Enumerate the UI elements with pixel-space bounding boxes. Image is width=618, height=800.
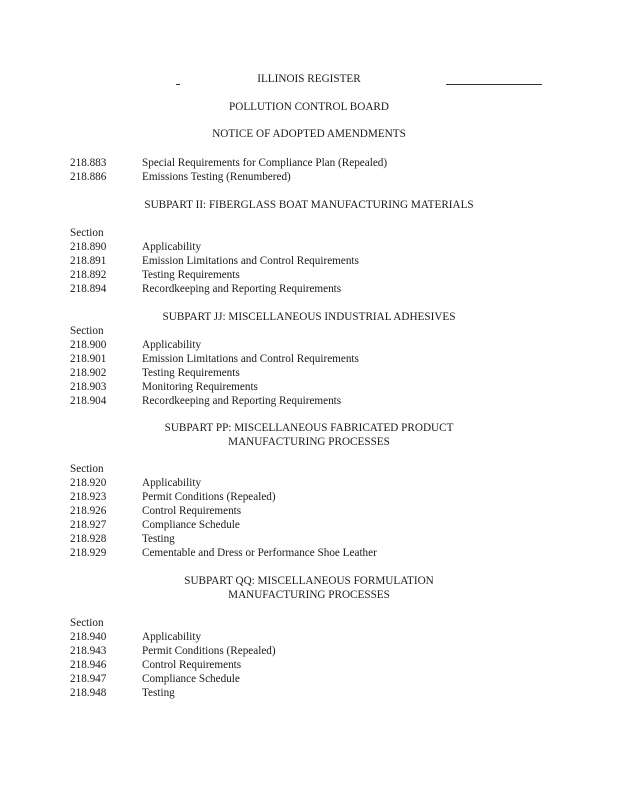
section-number: 218.929 — [70, 547, 107, 559]
section-number: 218.894 — [70, 283, 107, 295]
subpart-heading: SUBPART JJ: MISCELLANEOUS INDUSTRIAL ADHESIVES — [162, 311, 456, 323]
agency-name: POLLUTION CONTROL BOARD — [229, 101, 389, 113]
section-title: Control Requirements — [142, 659, 242, 671]
section-title: Testing — [142, 687, 175, 699]
section-number: 218.892 — [70, 269, 107, 281]
subpart-heading: SUBPART PP: MISCELLANEOUS FABRICATED PRODUCT — [164, 422, 454, 434]
section-number: 218.927 — [70, 519, 107, 531]
subpart-heading: SUBPART II: FIBERGLASS BOAT MANUFACTURING MATERIALS — [144, 199, 474, 211]
section-number: 218.890 — [70, 241, 107, 253]
section-title: Recordkeeping and Reporting Requirements — [142, 283, 342, 295]
notice-title: NOTICE OF ADOPTED AMENDMENTS — [212, 128, 406, 140]
section-label: Section — [70, 617, 104, 629]
section-title: Control Requirements — [142, 505, 242, 517]
section-title: Special Requirements for Compliance Plan (Repealed) — [142, 157, 388, 169]
subpart-heading-continued: MANUFACTURING PROCESSES — [228, 589, 390, 601]
section-title: Emissions Testing (Renumbered) — [142, 171, 291, 183]
section-number: 218.946 — [70, 659, 107, 671]
subpart-heading-continued: MANUFACTURING PROCESSES — [228, 436, 390, 448]
section-number: 218.940 — [70, 631, 107, 643]
section-number: 218.948 — [70, 687, 107, 699]
section-number: 218.904 — [70, 395, 107, 407]
section-number: 218.928 — [70, 533, 107, 545]
section-title: Compliance Schedule — [142, 673, 240, 685]
section-title: Testing Requirements — [142, 269, 240, 281]
section-number: 218.901 — [70, 353, 107, 365]
section-number: 218.947 — [70, 673, 107, 685]
section-number: 218.883 — [70, 157, 107, 169]
section-title: Testing — [142, 533, 175, 545]
section-title: Cementable and Dress or Performance Shoe Leather — [142, 547, 377, 559]
section-title: Applicability — [142, 477, 202, 489]
section-title: Emission Limitations and Control Requirements — [142, 255, 359, 267]
section-title: Permit Conditions (Repealed) — [142, 645, 276, 657]
section-number: 218.900 — [70, 339, 107, 351]
section-title: Testing Requirements — [142, 367, 240, 379]
section-title: Applicability — [142, 339, 202, 351]
section-label: Section — [70, 227, 104, 239]
section-title: Permit Conditions (Repealed) — [142, 491, 276, 503]
section-title: Monitoring Requirements — [142, 381, 258, 393]
section-number: 218.920 — [70, 477, 107, 489]
subpart-heading: SUBPART QQ: MISCELLANEOUS FORMULATION — [184, 575, 434, 587]
section-number: 218.902 — [70, 367, 107, 379]
section-label: Section — [70, 325, 104, 337]
header-right-rule — [446, 84, 542, 85]
section-title: Applicability — [142, 241, 202, 253]
section-title: Applicability — [142, 631, 202, 643]
register-title: ILLINOIS REGISTER — [257, 73, 361, 85]
section-title: Emission Limitations and Control Requirements — [142, 353, 359, 365]
section-number: 218.943 — [70, 645, 107, 657]
section-number: 218.886 — [70, 171, 107, 183]
section-number: 218.923 — [70, 491, 107, 503]
section-title: Recordkeeping and Reporting Requirements — [142, 395, 342, 407]
section-label: Section — [70, 463, 104, 475]
section-number: 218.891 — [70, 255, 107, 267]
section-number: 218.926 — [70, 505, 107, 517]
section-title: Compliance Schedule — [142, 519, 240, 531]
section-number: 218.903 — [70, 381, 107, 393]
